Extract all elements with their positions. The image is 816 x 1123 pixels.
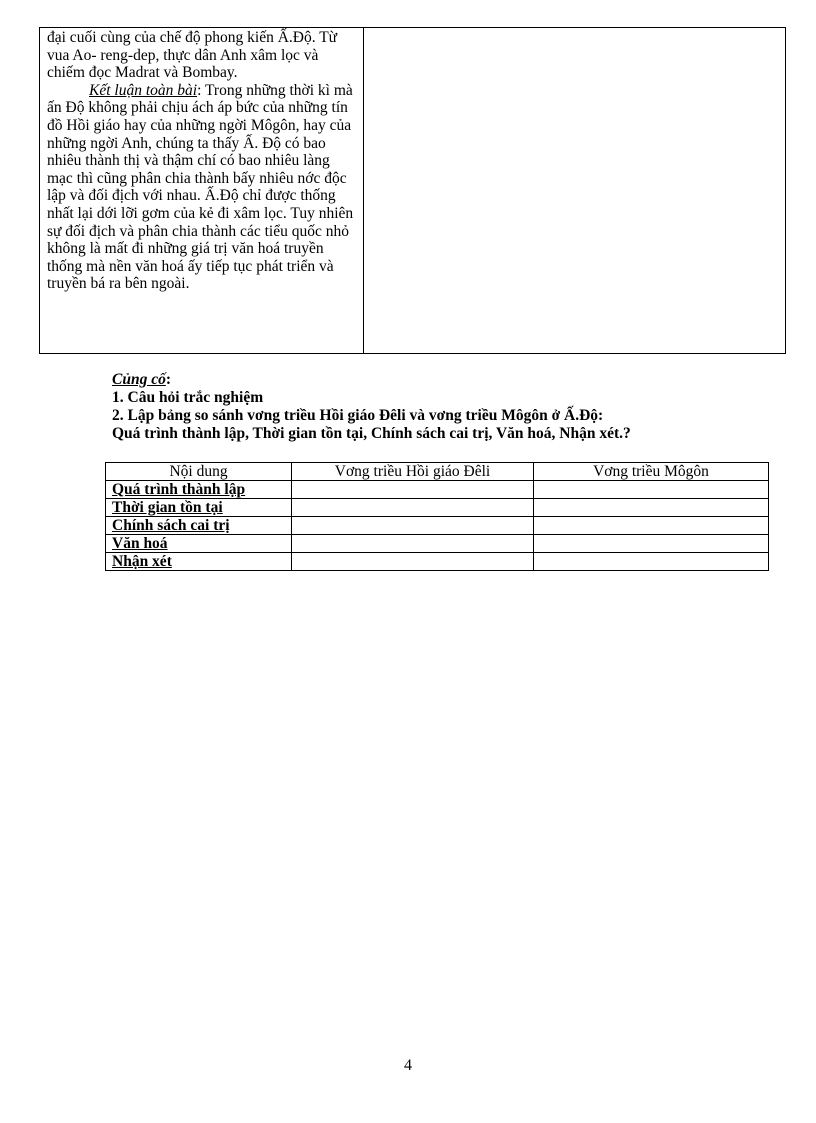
review-item-2: 2. Lập bảng so sánh vơng triều Hồi giáo Đêli và vơng triều Môgôn ở Ấ.Độ:	[112, 407, 604, 424]
paragraph-history: đại cuối cùng của chế độ phong kiến Ấ.Độ. Từ vua Ao- reng-dep, thực dân Anh xâm lọc và chiếm đọc Madrat và Bombay.	[47, 29, 338, 82]
cell-mogon	[534, 517, 769, 535]
header-content: Nội dung	[106, 463, 292, 481]
content-cell-text	[40, 28, 364, 353]
table-row	[106, 535, 769, 553]
cell-mogon	[534, 535, 769, 553]
review-section	[112, 371, 631, 443]
cell-deli	[292, 517, 534, 535]
review-title-colon: :	[165, 371, 172, 388]
row-label: Thời gian tồn tại	[106, 499, 292, 517]
row-label: Chính sách cai trị	[106, 517, 292, 535]
row-label: Quá trình thành lập	[106, 481, 292, 499]
content-table	[39, 27, 786, 354]
review-title: Củng cố	[112, 371, 166, 388]
conclusion-label: Kết luận toàn bài	[89, 81, 198, 99]
page-number: 4	[404, 1057, 412, 1074]
table-row	[106, 553, 769, 571]
row-label: Nhận xét	[106, 553, 292, 571]
table-row	[106, 517, 769, 535]
header-deli: Vơng triều Hồi giáo Đêli	[292, 463, 534, 481]
paragraph-conclusion	[47, 82, 355, 293]
review-item-3: Quá trình thành lập, Thời gian tồn tại, Chính sách cai trị, Văn hoá, Nhận xét.?	[112, 425, 631, 442]
content-cell-empty	[364, 28, 785, 353]
cell-deli	[292, 499, 534, 517]
cell-deli	[292, 553, 534, 571]
row-label: Văn hoá	[106, 535, 292, 553]
cell-mogon	[534, 499, 769, 517]
cell-mogon	[534, 481, 769, 499]
comparison-table	[105, 462, 769, 571]
comparison-header-row	[106, 463, 769, 481]
cell-deli	[292, 535, 534, 553]
conclusion-text: : Trong những thời kì mà ấn Độ không phải chịu ách áp bức của những tín đồ Hồi giáo hay của những ngời Môgôn, hay của những ngời Anh, chúng ta thấy Ấ. Độ có bao nhiêu thành thị và thậm chí có bao nhiêu làng mạc thì cũng phân chia thành bấy nhiêu nớc độc lập và đối địch với nhau. Ấ.Độ chỉ được thống nhất lại dới lỡi gơm của kẻ đi xâm lọc. Tuy nhiên sự đối địch và phân chia thành các tiểu quốc nhỏ không là mất đi những giá trị văn hoá truyền thống mà nền văn hoá ấy tiếp tục phát triển và truyền bá ra bên ngoài.	[47, 81, 354, 293]
cell-mogon	[534, 553, 769, 571]
table-row	[106, 481, 769, 499]
header-mogon: Vơng triều Môgôn	[534, 463, 769, 481]
cell-deli	[292, 481, 534, 499]
review-item-1: 1. Câu hỏi trắc nghiệm	[112, 389, 264, 406]
review-heading	[112, 371, 631, 389]
table-row	[106, 499, 769, 517]
